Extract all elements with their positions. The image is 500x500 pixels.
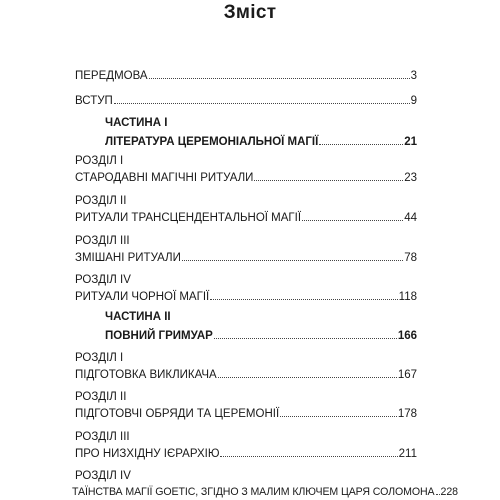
toc-entry[interactable] (75, 407, 417, 421)
leader-dots (436, 485, 440, 495)
section-number: РОЗДІЛ IV (75, 470, 131, 482)
part-heading: ЧАСТИНА ІІ (105, 311, 171, 323)
toc-entry[interactable] (72, 485, 458, 499)
toc-entry[interactable] (75, 171, 417, 185)
toc-entry[interactable] (75, 290, 417, 304)
toc-entry-preface[interactable] (75, 69, 417, 83)
toc-page-number: 44 (404, 212, 417, 224)
section-number: РОЗДІЛ ІІ (75, 391, 127, 403)
toc-page-number: 228 (440, 486, 458, 498)
leader-dots (218, 368, 397, 378)
section-number: РОЗДІЛ ІІІ (75, 235, 130, 247)
toc-entry-label: ПРО НИЗХІДНУ ІЄРАРХІЮ (75, 448, 220, 460)
leader-dots (319, 135, 403, 145)
leader-dots (114, 94, 410, 104)
page-title: Зміст (223, 2, 277, 23)
toc-entry[interactable] (75, 211, 417, 225)
toc-entry[interactable] (75, 251, 417, 265)
toc-entry-label: ЗМІШАНІ РИТУАЛИ (75, 252, 181, 264)
part-heading: ЧАСТИНА І (105, 117, 168, 129)
toc-page-number: 118 (398, 291, 417, 303)
leader-dots (280, 407, 397, 417)
toc-entry-label: ЛІТЕРАТУРА ЦЕРЕМОНІАЛЬНОЇ МАГІЇ (105, 136, 319, 148)
leader-dots (214, 329, 397, 339)
toc-page-number: 211 (398, 448, 417, 460)
toc-entry-label: ПЕРЕДМОВА (75, 70, 148, 82)
toc-entry-part-1[interactable] (105, 135, 417, 149)
toc-page-number: 78 (404, 252, 417, 264)
toc-page-number: 167 (397, 369, 417, 381)
toc-entry-introduction[interactable] (75, 94, 417, 108)
leader-dots (220, 447, 397, 457)
toc-page-number: 166 (397, 330, 417, 342)
toc-entry-label: РИТУАЛИ ЧОРНОЇ МАГІЇ (75, 291, 210, 303)
toc-entry-label: ПІДГОТОВЧІ ОБРЯДИ ТА ЦЕРЕМОНІЇ (75, 408, 280, 420)
toc-entry-label: ТАЇНСТВА МАГІЇ GOETIC, ЗГІДНО З МАЛИМ КЛЮЧЕМ ЦАРЯ СОЛОМОНА (72, 486, 435, 498)
toc-page-number: 9 (410, 95, 417, 107)
toc-page-number: 178 (397, 408, 417, 420)
toc-entry[interactable] (75, 368, 417, 382)
toc-entry-label: ПІДГОТОВКА ВИКЛИКАЧА (75, 369, 217, 381)
toc-page-number: 21 (404, 136, 417, 148)
section-number: РОЗДІЛ IV (75, 274, 131, 286)
section-number: РОЗДІЛ ІІ (75, 195, 127, 207)
leader-dots (302, 211, 403, 221)
leader-dots (182, 251, 403, 261)
section-number: РОЗДІЛ І (75, 155, 124, 167)
toc-entry-label: СТАРОДАВНІ МАГІЧНІ РИТУАЛИ (75, 172, 254, 184)
toc-entry-label: РИТУАЛИ ТРАНСЦЕНДЕНТАЛЬНОЇ МАГІЇ (75, 212, 302, 224)
toc-page-number: 3 (410, 70, 417, 82)
leader-dots (210, 290, 397, 300)
leader-dots (254, 171, 403, 181)
toc-entry-label: ВСТУП (75, 95, 113, 107)
toc-entry-part-2[interactable] (105, 329, 417, 343)
toc-page-number: 23 (404, 172, 417, 184)
toc-entry-label: ПОВНИЙ ГРИМУАР (105, 330, 213, 342)
section-number: РОЗДІЛ І (75, 352, 124, 364)
leader-dots (149, 69, 410, 79)
toc-entry[interactable] (75, 447, 417, 461)
section-number: РОЗДІЛ ІІІ (75, 431, 130, 443)
